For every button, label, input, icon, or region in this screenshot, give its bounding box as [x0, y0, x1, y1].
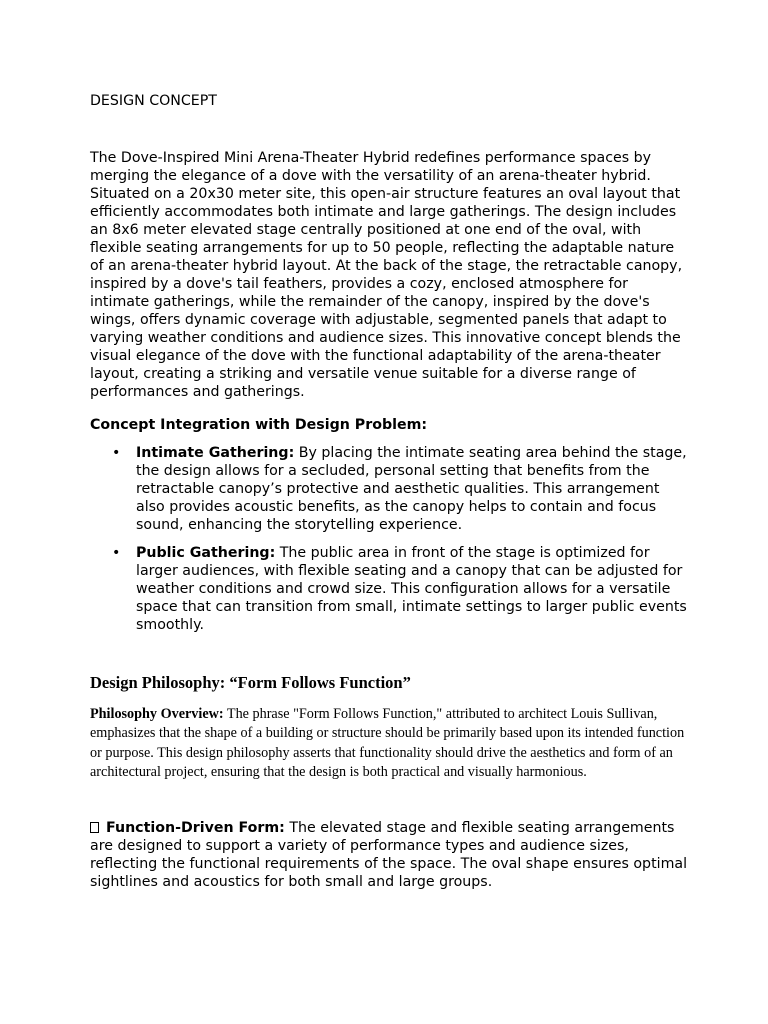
philosophy-text: The phrase "Form Follows Function," attributed to architect Louis Sullivan, emphasizes that the shape of a building or structure should be primarily based upon its intended function or purpose. This design philosophy asserts that functionality should drive the aesthetics and form of an architectural project, ensuring that the design is both practical and visually harmonious. [90, 706, 685, 780]
philosophy-heading: Design Philosophy: “Form Follows Function” [90, 673, 411, 692]
bullet-intimate-gathering [90, 444, 690, 534]
function-text: The elevated stage and flexible seating arrangements are designed to support a variety of performance types and audience sizes, reflecting the functional requirements of the space. The oval shape ensures optimal sightlines and acoustics for both small and large groups. [90, 820, 688, 890]
bullet-marker: • [112, 445, 121, 461]
function-label: Function-Driven Form: [106, 820, 285, 836]
integration-heading: Concept Integration with Design Problem: [90, 417, 428, 433]
bullet-marker: • [112, 545, 121, 561]
missing-glyph-icon [90, 822, 99, 833]
intro-paragraph: The Dove-Inspired Mini Arena-Theater Hybrid redefines performance spaces by merging the elegance of a dove with the versatility of an arena-theater hybrid. Situated on a 20x30 meter site, this open-air structure features an oval layout that efficiently accommodates both intimate and large gatherings. The design includes an 8x6 meter elevated stage centrally positioned at one end of the oval, with flexible seating arrangements for up to 50 people, reflecting the adaptable nature of an arena-theater hybrid layout. At the back of the stage, the retractable canopy, inspired by a dove's tail feathers, provides a cozy, enclosed atmosphere for intimate gatherings, while the remainder of the canopy, inspired by the dove's wings, offers dynamic coverage with adjustable, segmented panels that adapt to varying weather conditions and audience sizes. This innovative concept blends the visual elegance of the dove with the functional adaptability of the arena-theater layout, creating a striking and versatile venue suitable for a diverse range of performances and gatherings. [90, 150, 683, 400]
philosophy-overview [90, 705, 690, 782]
integration-bullet-list [90, 444, 690, 644]
function-driven-form-paragraph [90, 819, 690, 891]
bullet-label: Intimate Gathering: [136, 445, 295, 461]
bullet-public-gathering [90, 544, 690, 634]
bullet-text: The public area in front of the stage is optimized for larger audiences, with flexible seating and a canopy that can be adjusted for weather conditions and crowd size. This configuration allows for a versatile space that can transition from small, intimate settings to larger public events smoothly. [136, 545, 687, 633]
philosophy-label: Philosophy Overview: [90, 706, 224, 722]
bullet-label: Public Gathering: [136, 545, 276, 561]
document-title: DESIGN CONCEPT [90, 93, 217, 109]
bullet-text: By placing the intimate seating area behind the stage, the design allows for a secluded, personal setting that benefits from the retractable canopy’s protective and aesthetic qualities. This arrangement also provides acoustic benefits, as the canopy helps to contain and focus sound, enhancing the storytelling experience. [136, 445, 687, 533]
